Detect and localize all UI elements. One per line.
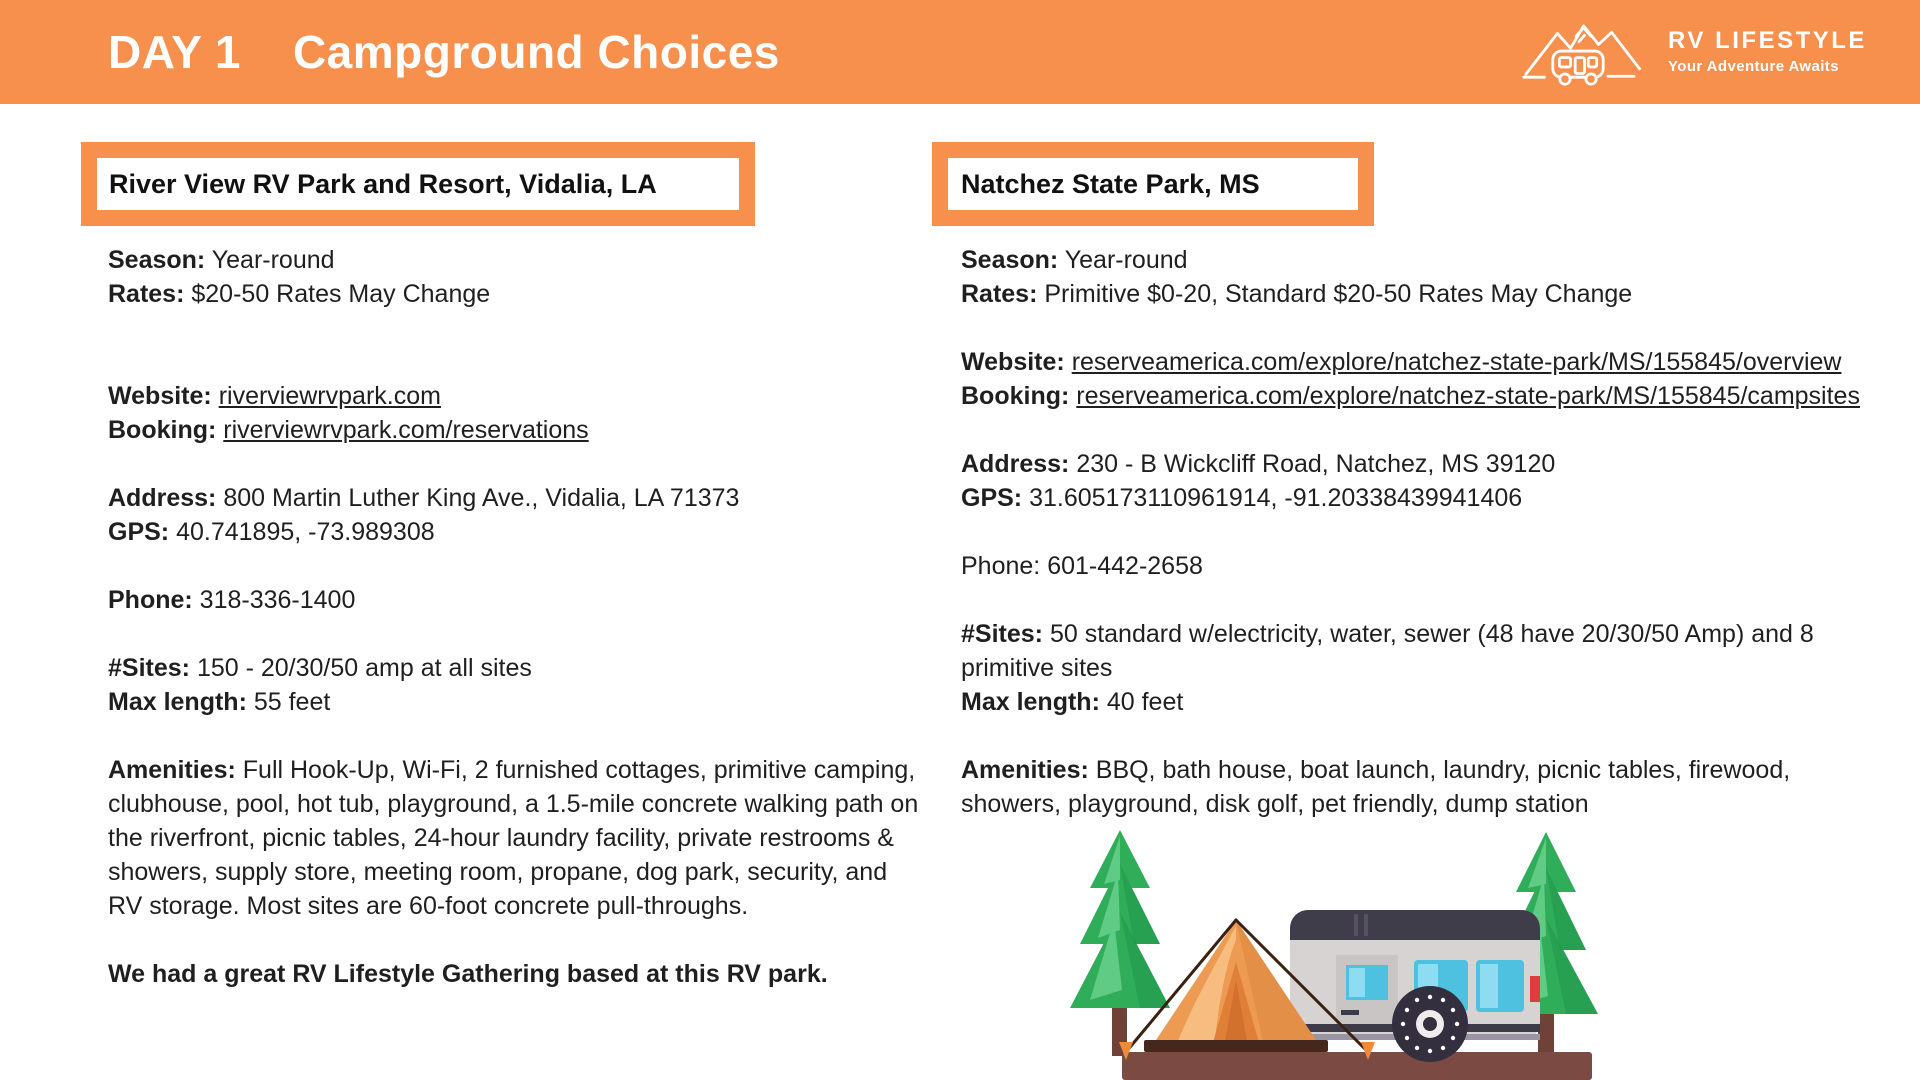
right-park-details [961, 243, 1876, 821]
website-label: Website: [108, 382, 212, 410]
sites-label: #Sites: [961, 620, 1043, 648]
right-phone-line [961, 549, 1876, 583]
left-rates-line [108, 277, 928, 311]
brand-name: RV LIFESTYLE [1668, 26, 1867, 54]
left-booking-line [108, 413, 928, 447]
header-title: Campground Choices [292, 26, 780, 78]
gps-value: 40.741895, -73.989308 [176, 518, 435, 546]
left-website-line [108, 379, 928, 413]
address-value: 230 - B Wickcliff Road, Natchez, MS 39120 [1076, 450, 1556, 478]
left-booking-link[interactable]: riverviewrvpark.com/reservations [223, 416, 589, 444]
maxlength-label: Max length: [108, 688, 247, 716]
rates-value: $20-50 Rates May Change [191, 280, 491, 308]
right-address-line [961, 447, 1876, 481]
phone-value: 318-336-1400 [199, 586, 356, 614]
ground-strip [1122, 1052, 1592, 1080]
camper-trailer-icon [1290, 910, 1540, 1062]
left-maxlength-line [108, 685, 928, 719]
sites-value: 50 standard w/electricity, water, sewer (48 have 20/30/50 Amp) and 8 primitive sites [961, 620, 1814, 682]
left-season-line [108, 243, 928, 277]
amenities-value: Full Hook-Up, Wi-Fi, 2 furnished cottages, primitive camping, clubhouse, pool, hot tub, playground, a 1.5-mile concrete walking path on the riverfront, picnic tables, 24-hour laundry facility, private restrooms & showers, supply store, meeting room, propane, dog park, security, and RV storage. Most sites are 60-foot concrete pull-throughs. [108, 756, 919, 920]
brand-logo [1522, 6, 1867, 98]
booking-label: Booking: [961, 382, 1070, 410]
right-booking-link[interactable]: reserveamerica.com/explore/natchez-state-park/MS/155845/campsites [1076, 382, 1860, 410]
season-label: Season: [961, 246, 1059, 274]
gps-value: 31.605173110961914, -91.20338439941406 [1029, 484, 1523, 512]
maxlength-value: 40 feet [1106, 688, 1184, 716]
day-label: DAY 1 [108, 26, 241, 78]
booking-label: Booking: [108, 416, 217, 444]
rates-value: Primitive $0-20, Standard $20-50 Rates May Change [1044, 280, 1633, 308]
right-website-line [961, 345, 1876, 379]
address-value: 800 Martin Luther King Ave., Vidalia, LA 71373 [223, 484, 740, 512]
page-title [108, 0, 780, 104]
left-website-link[interactable]: riverviewrvpark.com [218, 382, 441, 410]
left-park-details [108, 243, 928, 991]
website-label: Website: [961, 348, 1065, 376]
sites-value: 150 - 20/30/50 amp at all sites [196, 654, 532, 682]
left-gathering-note: We had a great RV Lifestyle Gathering based at this RV park. [108, 960, 828, 988]
left-amenities-paragraph [108, 753, 928, 923]
left-park-title-box [81, 142, 755, 226]
maxlength-value: 55 feet [253, 688, 331, 716]
right-park-title-box [932, 142, 1374, 226]
brand-tagline: Your Adventure Awaits [1668, 57, 1839, 75]
amenities-label: Amenities: [108, 756, 236, 784]
rv-mountains-logo-icon [1522, 11, 1662, 93]
amenities-label: Amenities: [961, 756, 1089, 784]
address-label: Address: [108, 484, 217, 512]
right-rates-line [961, 277, 1876, 311]
right-season-line [961, 243, 1876, 277]
gps-label: GPS: [108, 518, 170, 546]
right-gps-line [961, 481, 1876, 515]
left-gps-line [108, 515, 928, 549]
season-value: Year-round [211, 246, 335, 274]
phone-label: Phone: [961, 552, 1041, 580]
pine-tree-left-icon [1070, 830, 1170, 1056]
gps-label: GPS: [961, 484, 1023, 512]
season-label: Season: [108, 246, 206, 274]
left-address-line [108, 481, 928, 515]
left-sites-line [108, 651, 928, 685]
header-bar [0, 0, 1920, 104]
right-sites-paragraph [961, 617, 1876, 685]
sites-label: #Sites: [108, 654, 190, 682]
right-maxlength-line [961, 685, 1876, 719]
right-park-title: Natchez State Park, MS [961, 168, 1260, 199]
amenities-value: BBQ, bath house, boat launch, laundry, picnic tables, firewood, showers, playground, disk golf, pet friendly, dump station [961, 756, 1791, 818]
rates-label: Rates: [961, 280, 1038, 308]
season-value: Year-round [1064, 246, 1188, 274]
right-amenities-paragraph [961, 753, 1876, 821]
rates-label: Rates: [108, 280, 185, 308]
brand-text [1668, 28, 1867, 77]
address-label: Address: [961, 450, 1070, 478]
maxlength-label: Max length: [961, 688, 1100, 716]
phone-value: 601-442-2658 [1047, 552, 1203, 580]
left-phone-line [108, 583, 928, 617]
phone-label: Phone: [108, 586, 193, 614]
left-park-title: River View RV Park and Resort, Vidalia, LA [109, 168, 657, 199]
campsite-illustration [1068, 828, 1648, 1080]
right-booking-line [961, 379, 1876, 413]
right-website-link[interactable]: reserveamerica.com/explore/natchez-state-park/MS/155845/overview [1071, 348, 1842, 376]
